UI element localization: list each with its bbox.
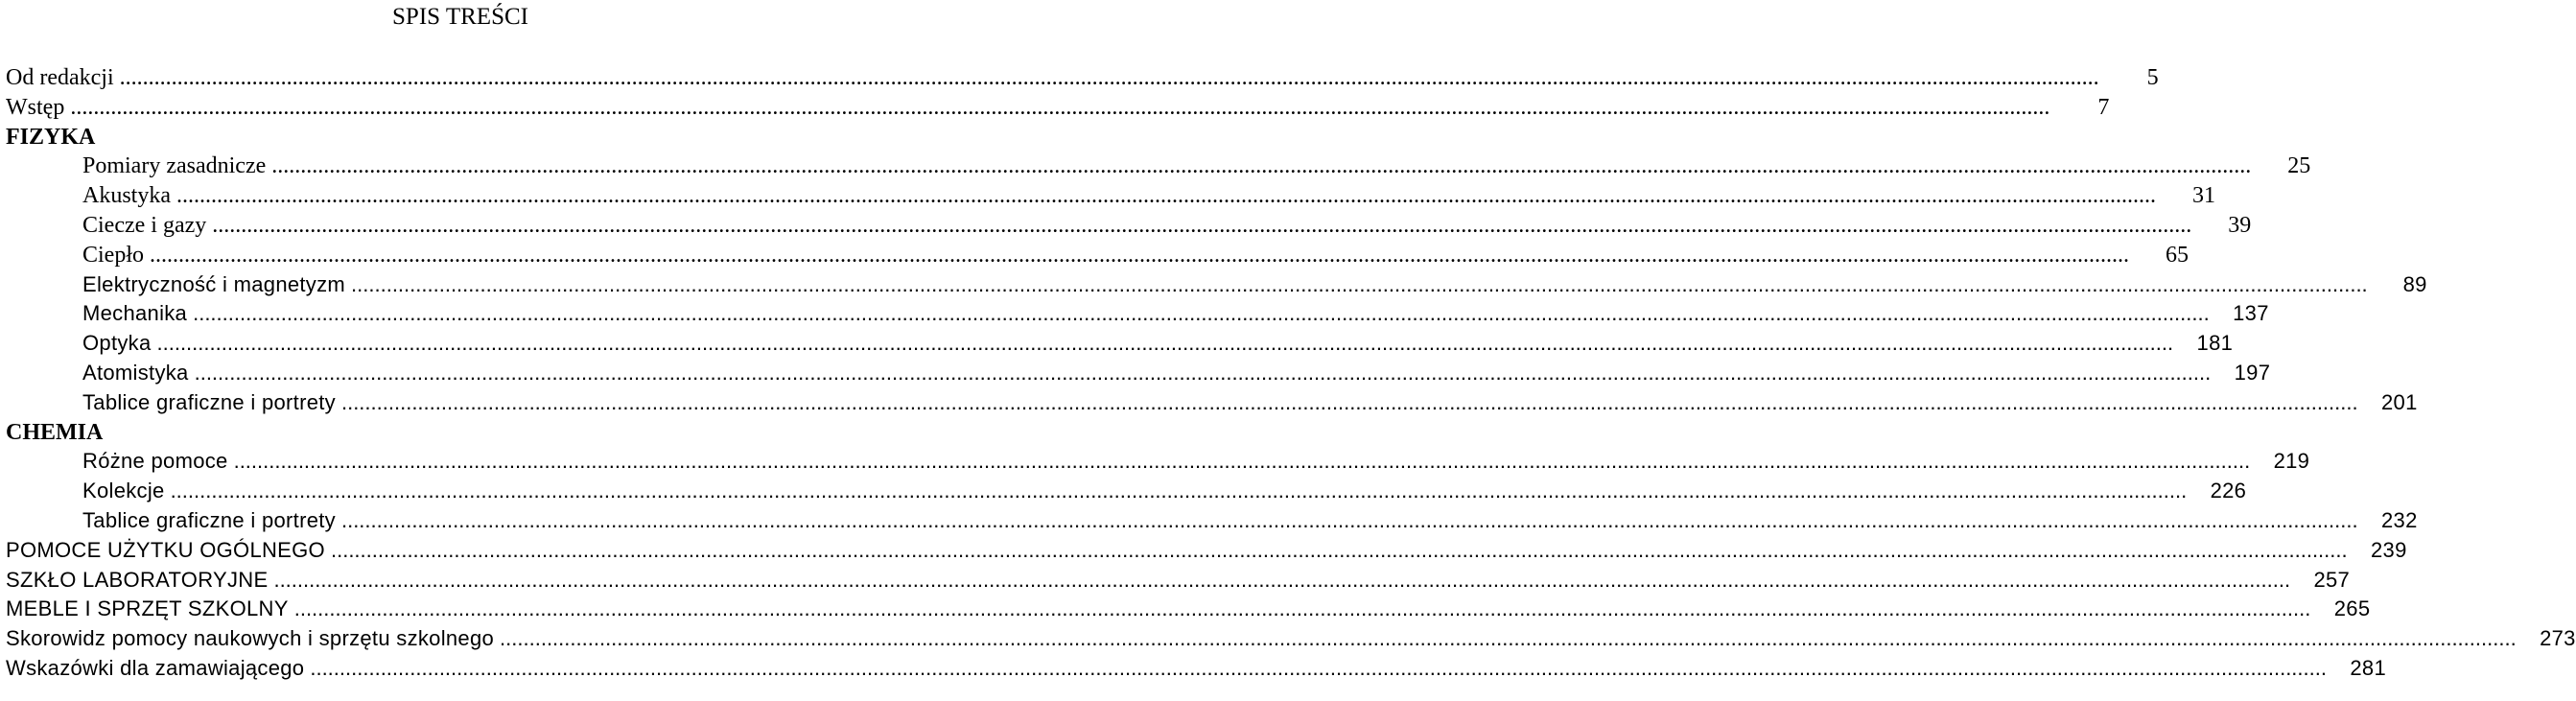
- toc-entry-label: Pomiary zasadnicze: [82, 153, 267, 179]
- toc-entry-wskazowki-dla-zamawiajacego[interactable]: [6, 654, 2386, 684]
- toc-entry-label: Różne pomoce: [82, 449, 228, 474]
- toc-entry-atomistyka[interactable]: [6, 359, 2271, 388]
- toc-entry-kolekcje[interactable]: [6, 477, 2247, 506]
- toc-entry-meble-i-sprzet-szkolny[interactable]: [6, 595, 2371, 624]
- dot-leader: [70, 93, 2049, 123]
- toc-page-number: 7: [2097, 94, 2110, 120]
- dot-leader: [193, 299, 2210, 329]
- toc-entry-label: Od redakcji: [6, 65, 114, 90]
- toc-page-number: 281: [2350, 655, 2386, 680]
- toc-page-number: 273: [2540, 626, 2576, 651]
- toc-entry-skorowidz[interactable]: [6, 624, 2576, 654]
- toc-page-number: 197: [2234, 360, 2271, 385]
- toc-entry-label: Ciepło: [82, 242, 144, 268]
- toc-entry-akustyka[interactable]: [6, 181, 2215, 211]
- toc-page-number: 137: [2233, 301, 2269, 326]
- toc-entry-wstep[interactable]: [6, 93, 2110, 123]
- toc-entry-ciecze-i-gazy[interactable]: [6, 211, 2252, 241]
- toc-entry-pomoce-uzytku-ogolnego[interactable]: [6, 536, 2407, 566]
- toc-page-number: 89: [2402, 271, 2427, 296]
- toc-page-number: 239: [2371, 537, 2407, 562]
- dot-leader: [331, 536, 2348, 566]
- toc-entry-label: Wstęp: [6, 94, 65, 120]
- toc-entry-label: Tablice graficzne i portrety: [82, 389, 336, 414]
- dot-leader: [120, 63, 2099, 93]
- toc-page-number: 219: [2273, 449, 2310, 474]
- toc-entry-label: Atomistyka: [82, 360, 189, 385]
- dot-leader: [310, 654, 2327, 684]
- toc-page-number: 181: [2196, 331, 2234, 356]
- toc-page-number: 226: [2210, 479, 2247, 503]
- dot-leader: [176, 181, 2156, 211]
- toc-entry-szklo-laboratoryjne[interactable]: [6, 566, 2351, 596]
- dot-leader: [294, 595, 2311, 624]
- toc-section-heading-fizyka: [6, 123, 924, 152]
- toc-page-number: 265: [2333, 596, 2371, 621]
- dot-leader: [351, 270, 2368, 300]
- section-heading-label: CHEMIA: [6, 419, 104, 445]
- page-title: SPIS TREŚCI: [392, 4, 528, 30]
- toc-page-number: 65: [2166, 242, 2189, 268]
- dot-leader: [271, 152, 2251, 181]
- toc-entry-od-redakcji[interactable]: [6, 63, 2159, 93]
- dot-leader: [341, 388, 2358, 418]
- toc-entry-optyka[interactable]: [6, 329, 2234, 359]
- toc-page-number: 25: [2287, 153, 2311, 179]
- table-of-contents: [6, 63, 2576, 684]
- dot-leader: [500, 624, 2517, 654]
- toc-section-heading-chemia: [6, 418, 924, 448]
- toc-entry-tablice-graficzne-fizyka[interactable]: [6, 388, 2418, 418]
- dot-leader: [341, 506, 2358, 536]
- dot-leader: [212, 211, 2191, 241]
- toc-entry-label: Skorowidz pomocy naukowych i sprzętu szkolnego: [6, 626, 495, 651]
- dot-leader: [171, 477, 2188, 506]
- toc-entry-cieplo[interactable]: [6, 241, 2189, 270]
- dot-leader: [234, 447, 2251, 477]
- toc-page-number: 31: [2192, 183, 2215, 209]
- toc-entry-label: Mechanika: [82, 301, 188, 326]
- toc-entry-label: POMOCE UŻYTKU OGÓLNEGO: [6, 537, 325, 562]
- toc-entry-label: Ciecze i gazy: [82, 212, 207, 238]
- toc-entry-elektrycznosc-i-magnetyzm[interactable]: [6, 270, 2427, 300]
- toc-entry-tablice-graficzne-chemia[interactable]: [6, 506, 2418, 536]
- toc-entry-label: Tablice graficzne i portrety: [82, 507, 336, 532]
- toc-page-number: 201: [2381, 389, 2418, 414]
- dot-leader: [150, 241, 2129, 270]
- toc-entry-label: SZKŁO LABORATORYJNE: [6, 567, 269, 592]
- toc-page-number: 257: [2313, 567, 2351, 592]
- toc-entry-pomiary-zasadnicze[interactable]: [6, 152, 2311, 181]
- toc-entry-label: Elektryczność i magnetyzm: [82, 271, 346, 296]
- toc-entry-label: Wskazówki dla zamawiającego: [6, 655, 305, 680]
- toc-entry-rozne-pomoce[interactable]: [6, 447, 2310, 477]
- dot-leader: [157, 329, 2174, 359]
- toc-entry-label: Akustyka: [82, 183, 171, 209]
- toc-entry-label: Optyka: [82, 331, 152, 356]
- section-heading-label: FIZYKA: [6, 124, 96, 150]
- toc-entry-label: Kolekcje: [82, 479, 165, 503]
- toc-page-number: 232: [2381, 507, 2418, 532]
- toc-entry-mechanika[interactable]: [6, 299, 2269, 329]
- toc-page-number: 39: [2228, 212, 2252, 238]
- dot-leader: [195, 359, 2212, 388]
- toc-page-number: 5: [2146, 65, 2159, 90]
- toc-entry-label: MEBLE I SPRZĘT SZKOLNY: [6, 596, 289, 621]
- dot-leader: [273, 566, 2290, 596]
